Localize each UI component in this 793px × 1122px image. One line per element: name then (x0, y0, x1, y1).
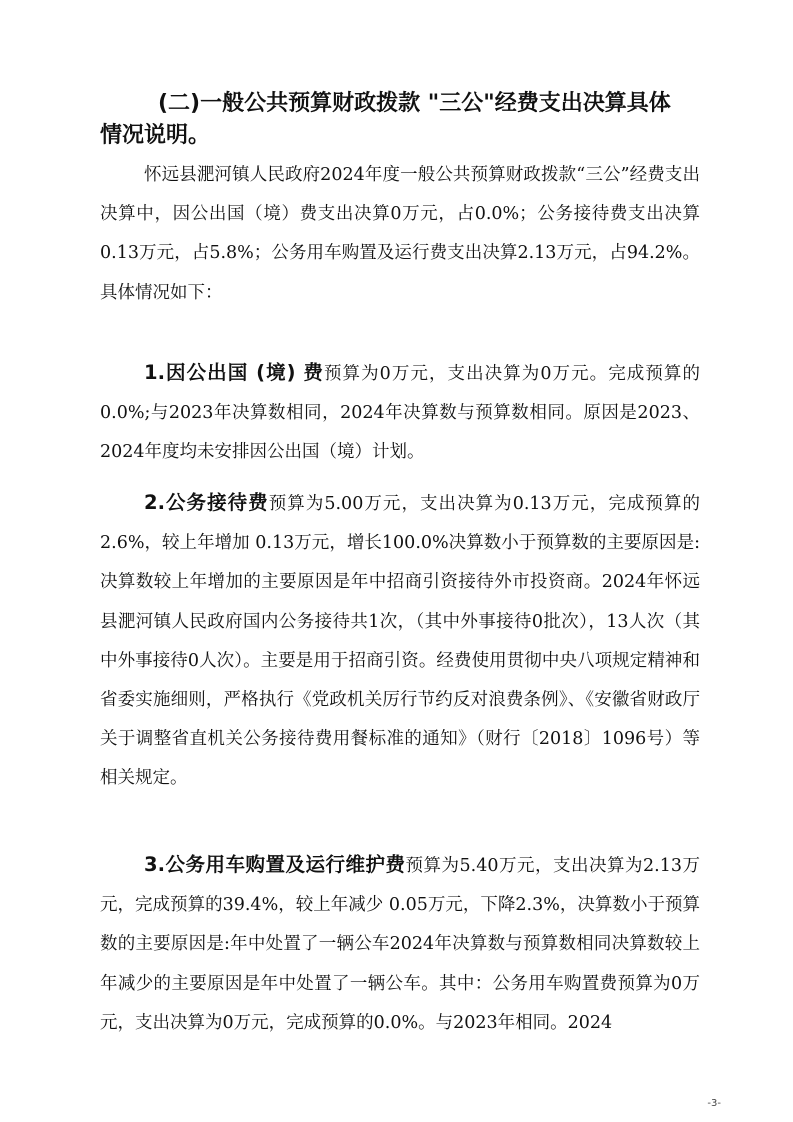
paragraph-lead: 1.因公出国 (境) 费 (144, 361, 324, 384)
page-number: -3- (707, 1098, 721, 1109)
paragraph-reception (100, 483, 700, 799)
paragraph-vehicles (100, 845, 700, 1043)
paragraph-body: 预算为5.40万元，支出决算为2.13万元，完成预算的39.4%，较上年减少 0.05万元，下降2.3%，决算数小于预算数的主要原因是:年中处置了一辆公车2024年决算数与预算数相同决算数较上年减少的主要原因是年中处置了一辆公车。其中：公务用车购置费预算为0万元，支出决算为0万元，完成预算的0.0%。与2023年相同。2024 (100, 856, 700, 1033)
paragraph-body: 预算为5.00万元，支出决算为0.13万元，完成预算的 2.6%，较上年增加 0.13万元，增长100.0%决算数小于预算数的主要原因是:决算数较上年增加的主要原因是年中招商引资接待外市投资商。2024年怀远县淝河镇人民政府国内公务接待共1次，（其中外事接待0批次），13人次（其中外事接待0人次）。主要是用于招商引资。经费使用贯彻中央八项规定精神和省委实施细则，严格执行《党政机关厉行节约反对浪费条例》、《安徽省财政厅关于调整省直机关公务接待费用餐标准的通知》（财行〔2018〕1096号）等相关规定。 (100, 494, 700, 789)
paragraph-lead: 2.公务接待费 (144, 491, 269, 514)
paragraph-body: 预算为0万元，支出决算为0万元。完成预算的0.0%;与2023年决算数相同，2024年决算数与预算数相同。原因是2023、2024年度均未安排因公出国（境）计划。 (100, 364, 700, 463)
section-heading: (二)一般公共预算财政拨款 "三公"经费支出决算具体 情况说明。 (100, 91, 671, 148)
paragraph-travel-abroad (100, 353, 700, 473)
paragraph-lead: 3.公务用车购置及运行维护费 (144, 853, 406, 876)
intro-paragraph: 怀远县淝河镇人民政府2024年度一般公共预算财政拨款“三公”经费支出决算中，因公出国（境）费支出决算0万元，占0.0%；公务接待费支出决算0.13万元，占5.8%；公务用车购置及运行费支出决算2.13万元，占94.2%。具体情况如下： (100, 165, 700, 303)
